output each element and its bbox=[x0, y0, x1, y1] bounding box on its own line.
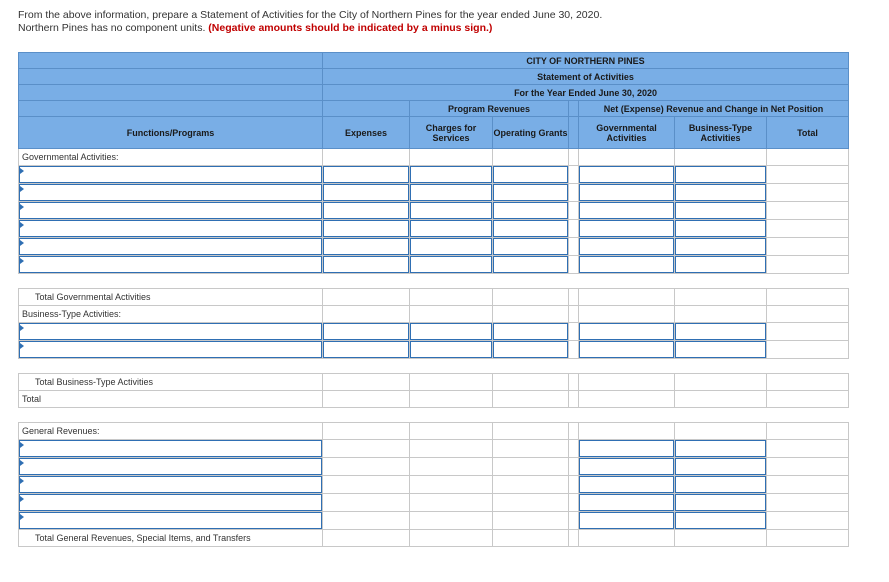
governmental-business-input-2[interactable] bbox=[676, 185, 765, 200]
governmental-business-input-1-cell[interactable] bbox=[675, 166, 766, 183]
governmental-operating-input-1[interactable] bbox=[494, 167, 567, 182]
governmental-charges-input-1[interactable] bbox=[411, 167, 491, 182]
governmental-operating-input-4-cell[interactable] bbox=[493, 220, 568, 237]
general-revenues-label: General Revenues: bbox=[19, 423, 323, 440]
business-expenses-input-2[interactable] bbox=[324, 342, 408, 357]
governmental-governmental-input-4-cell[interactable] bbox=[579, 220, 674, 237]
general-revenue-row bbox=[19, 494, 849, 512]
general-revenue-input-rows bbox=[19, 440, 849, 530]
governmental-charges-input-3-cell[interactable] bbox=[410, 202, 492, 219]
general-revenue-governmental-input-1-cell[interactable] bbox=[579, 440, 674, 457]
governmental-governmental-input-1-cell[interactable] bbox=[579, 166, 674, 183]
general-revenue-governmental-input-5-cell[interactable] bbox=[579, 512, 674, 529]
business-business-input-1-cell[interactable] bbox=[675, 323, 766, 340]
governmental-expenses-input-1[interactable] bbox=[324, 167, 408, 182]
business-governmental-input-1-cell[interactable] bbox=[579, 323, 674, 340]
governmental-expenses-input-3[interactable] bbox=[324, 203, 408, 218]
instructions-line1: From the above information, prepare a Statement of Activities for the City of Northern Pines for the year ended June 30, 2020. bbox=[18, 9, 603, 21]
general-revenue-function-select-2-cell[interactable] bbox=[19, 458, 322, 475]
business-input-rows bbox=[19, 323, 849, 359]
governmental-function-select-4-cell[interactable] bbox=[19, 220, 322, 237]
governmental-function-select-5[interactable] bbox=[20, 239, 321, 254]
governmental-charges-input-4[interactable] bbox=[411, 221, 491, 236]
governmental-governmental-input-2-cell[interactable] bbox=[579, 184, 674, 201]
statement-period: For the Year Ended June 30, 2020 bbox=[323, 85, 849, 101]
governmental-business-input-5-cell[interactable] bbox=[675, 238, 766, 255]
business-operating-input-2[interactable] bbox=[494, 342, 567, 357]
business-row bbox=[19, 341, 849, 359]
governmental-operating-input-3[interactable] bbox=[494, 203, 567, 218]
business-type-activities-label: Business-Type Activities: bbox=[19, 306, 323, 323]
governmental-governmental-input-5-cell[interactable] bbox=[579, 238, 674, 255]
governmental-governmental-input-2[interactable] bbox=[580, 185, 673, 200]
governmental-row bbox=[19, 184, 849, 202]
governmental-row bbox=[19, 220, 849, 238]
col-expenses: Expenses bbox=[323, 117, 410, 149]
net-position-header: Net (Expense) Revenue and Change in Net Position bbox=[579, 101, 849, 117]
governmental-expenses-input-6-cell[interactable] bbox=[323, 256, 409, 273]
governmental-charges-input-5-cell[interactable] bbox=[410, 238, 492, 255]
col-total: Total bbox=[767, 117, 849, 149]
business-operating-input-2-cell[interactable] bbox=[493, 341, 568, 358]
governmental-function-select-5-cell[interactable] bbox=[19, 238, 322, 255]
governmental-business-input-3[interactable] bbox=[676, 203, 765, 218]
general-revenue-function-select-4-cell[interactable] bbox=[19, 494, 322, 511]
governmental-function-select-3[interactable] bbox=[20, 203, 321, 218]
general-revenue-function-select-3[interactable] bbox=[20, 477, 321, 492]
general-revenue-function-select-3-cell[interactable] bbox=[19, 476, 322, 493]
governmental-expenses-input-4[interactable] bbox=[324, 221, 408, 236]
governmental-expenses-input-3-cell[interactable] bbox=[323, 202, 409, 219]
business-expenses-input-1[interactable] bbox=[324, 324, 408, 339]
business-row bbox=[19, 323, 849, 341]
general-revenue-row bbox=[19, 440, 849, 458]
governmental-row bbox=[19, 166, 849, 184]
business-charges-input-1-cell[interactable] bbox=[410, 323, 492, 340]
negative-amount-warning: (Negative amounts should be indicated by a minus sign.) bbox=[208, 21, 493, 34]
governmental-operating-input-4[interactable] bbox=[494, 221, 567, 236]
general-revenue-governmental-input-4[interactable] bbox=[580, 495, 673, 510]
business-charges-input-1[interactable] bbox=[411, 324, 491, 339]
governmental-function-select-3-cell[interactable] bbox=[19, 202, 322, 219]
general-revenue-business-input-5[interactable] bbox=[676, 513, 765, 528]
general-revenue-business-input-3[interactable] bbox=[676, 477, 765, 492]
governmental-charges-input-2[interactable] bbox=[411, 185, 491, 200]
governmental-activities-label: Governmental Activities: bbox=[19, 149, 323, 166]
general-revenue-governmental-input-5[interactable] bbox=[580, 513, 673, 528]
instructions-line2-text: Northern Pines has no component units. bbox=[18, 21, 206, 34]
business-governmental-input-2-cell[interactable] bbox=[579, 341, 674, 358]
col-business-type-activities: Business-Type Activities bbox=[675, 117, 767, 149]
business-expenses-input-2-cell[interactable] bbox=[323, 341, 409, 358]
governmental-governmental-input-4[interactable] bbox=[580, 221, 673, 236]
governmental-function-select-6[interactable] bbox=[20, 257, 321, 272]
general-revenue-business-input-1-cell[interactable] bbox=[675, 440, 766, 457]
total-governmental-activities-label: Total Governmental Activities bbox=[19, 289, 323, 306]
general-revenue-function-select-1[interactable] bbox=[20, 441, 321, 456]
business-business-input-1[interactable] bbox=[676, 324, 765, 339]
governmental-charges-input-1-cell[interactable] bbox=[410, 166, 492, 183]
governmental-charges-input-3[interactable] bbox=[411, 203, 491, 218]
col-governmental-activities: Governmental Activities bbox=[579, 117, 675, 149]
governmental-function-select-1-cell[interactable] bbox=[19, 166, 322, 183]
general-revenue-function-select-4[interactable] bbox=[20, 495, 321, 510]
instructions-line2 bbox=[18, 22, 878, 35]
grand-total-label: Total bbox=[19, 391, 323, 408]
business-charges-input-2-cell[interactable] bbox=[410, 341, 492, 358]
business-operating-input-1[interactable] bbox=[494, 324, 567, 339]
general-revenue-row bbox=[19, 512, 849, 530]
instructions bbox=[18, 9, 878, 34]
program-revenues-header: Program Revenues bbox=[410, 101, 569, 117]
general-revenue-governmental-input-4-cell[interactable] bbox=[579, 494, 674, 511]
governmental-expenses-input-1-cell[interactable] bbox=[323, 166, 409, 183]
governmental-function-select-2[interactable] bbox=[20, 185, 321, 200]
col-operating-grants: Operating Grants bbox=[493, 117, 569, 149]
governmental-row bbox=[19, 202, 849, 220]
statement-of-activities-table bbox=[18, 52, 849, 547]
general-revenue-governmental-input-2-cell[interactable] bbox=[579, 458, 674, 475]
general-revenue-business-input-1[interactable] bbox=[676, 441, 765, 456]
total-general-revenues-label: Total General Revenues, Special Items, and Transfers bbox=[19, 530, 323, 547]
governmental-operating-input-6[interactable] bbox=[494, 257, 567, 272]
governmental-business-input-1[interactable] bbox=[676, 167, 765, 182]
governmental-operating-input-5-cell[interactable] bbox=[493, 238, 568, 255]
governmental-expenses-input-4-cell[interactable] bbox=[323, 220, 409, 237]
governmental-function-select-4[interactable] bbox=[20, 221, 321, 236]
entity-name: CITY OF NORTHERN PINES bbox=[323, 53, 849, 69]
business-function-select-1[interactable] bbox=[20, 324, 321, 339]
governmental-expenses-input-2-cell[interactable] bbox=[323, 184, 409, 201]
governmental-business-input-4-cell[interactable] bbox=[675, 220, 766, 237]
governmental-charges-input-6[interactable] bbox=[411, 257, 491, 272]
governmental-row bbox=[19, 238, 849, 256]
general-revenue-business-input-4-cell[interactable] bbox=[675, 494, 766, 511]
governmental-governmental-input-6[interactable] bbox=[580, 257, 673, 272]
governmental-row bbox=[19, 256, 849, 274]
general-revenue-row bbox=[19, 476, 849, 494]
general-revenue-function-select-2[interactable] bbox=[20, 459, 321, 474]
governmental-expenses-input-2[interactable] bbox=[324, 185, 408, 200]
business-business-input-2-cell[interactable] bbox=[675, 341, 766, 358]
governmental-business-input-2-cell[interactable] bbox=[675, 184, 766, 201]
general-revenue-function-select-1-cell[interactable] bbox=[19, 440, 322, 457]
governmental-expenses-input-5-cell[interactable] bbox=[323, 238, 409, 255]
governmental-governmental-input-3[interactable] bbox=[580, 203, 673, 218]
statement-title: Statement of Activities bbox=[323, 69, 849, 85]
general-revenue-business-input-2-cell[interactable] bbox=[675, 458, 766, 475]
business-business-input-2[interactable] bbox=[676, 342, 765, 357]
general-revenue-governmental-input-2[interactable] bbox=[580, 459, 673, 474]
business-operating-input-1-cell[interactable] bbox=[493, 323, 568, 340]
general-revenue-governmental-input-3-cell[interactable] bbox=[579, 476, 674, 493]
governmental-expenses-input-6[interactable] bbox=[324, 257, 408, 272]
governmental-charges-input-6-cell[interactable] bbox=[410, 256, 492, 273]
governmental-operating-input-5[interactable] bbox=[494, 239, 567, 254]
general-revenue-function-select-5[interactable] bbox=[20, 513, 321, 528]
governmental-business-input-6-cell[interactable] bbox=[675, 256, 766, 273]
governmental-business-input-3-cell[interactable] bbox=[675, 202, 766, 219]
governmental-business-input-5[interactable] bbox=[676, 239, 765, 254]
total-business-type-activities-label: Total Business-Type Activities bbox=[19, 374, 323, 391]
governmental-operating-input-6-cell[interactable] bbox=[493, 256, 568, 273]
general-revenue-business-input-2[interactable] bbox=[676, 459, 765, 474]
general-revenue-function-select-5-cell[interactable] bbox=[19, 512, 322, 529]
governmental-function-select-2-cell[interactable] bbox=[19, 184, 322, 201]
business-expenses-input-1-cell[interactable] bbox=[323, 323, 409, 340]
business-function-select-2-cell[interactable] bbox=[19, 341, 322, 358]
business-charges-input-2[interactable] bbox=[411, 342, 491, 357]
governmental-governmental-input-6-cell[interactable] bbox=[579, 256, 674, 273]
col-functions-programs: Functions/Programs bbox=[19, 117, 323, 149]
governmental-charges-input-5[interactable] bbox=[411, 239, 491, 254]
business-function-select-1-cell[interactable] bbox=[19, 323, 322, 340]
governmental-operating-input-1-cell[interactable] bbox=[493, 166, 568, 183]
governmental-input-rows bbox=[19, 166, 849, 274]
governmental-business-input-6[interactable] bbox=[676, 257, 765, 272]
business-governmental-input-2[interactable] bbox=[580, 342, 673, 357]
governmental-governmental-input-3-cell[interactable] bbox=[579, 202, 674, 219]
governmental-charges-input-2-cell[interactable] bbox=[410, 184, 492, 201]
general-revenue-governmental-input-3[interactable] bbox=[580, 477, 673, 492]
general-revenue-business-input-3-cell[interactable] bbox=[675, 476, 766, 493]
general-revenue-business-input-4[interactable] bbox=[676, 495, 765, 510]
general-revenue-business-input-5-cell[interactable] bbox=[675, 512, 766, 529]
governmental-function-select-6-cell[interactable] bbox=[19, 256, 322, 273]
governmental-function-select-1[interactable] bbox=[20, 167, 321, 182]
business-governmental-input-1[interactable] bbox=[580, 324, 673, 339]
governmental-operating-input-2-cell[interactable] bbox=[493, 184, 568, 201]
general-revenue-governmental-input-1[interactable] bbox=[580, 441, 673, 456]
governmental-expenses-input-5[interactable] bbox=[324, 239, 408, 254]
governmental-business-input-4[interactable] bbox=[676, 221, 765, 236]
governmental-operating-input-2[interactable] bbox=[494, 185, 567, 200]
governmental-governmental-input-1[interactable] bbox=[580, 167, 673, 182]
col-charges-for-services: Charges for Services bbox=[410, 117, 493, 149]
governmental-charges-input-4-cell[interactable] bbox=[410, 220, 492, 237]
general-revenue-row bbox=[19, 458, 849, 476]
governmental-operating-input-3-cell[interactable] bbox=[493, 202, 568, 219]
business-function-select-2[interactable] bbox=[20, 342, 321, 357]
governmental-governmental-input-5[interactable] bbox=[580, 239, 673, 254]
